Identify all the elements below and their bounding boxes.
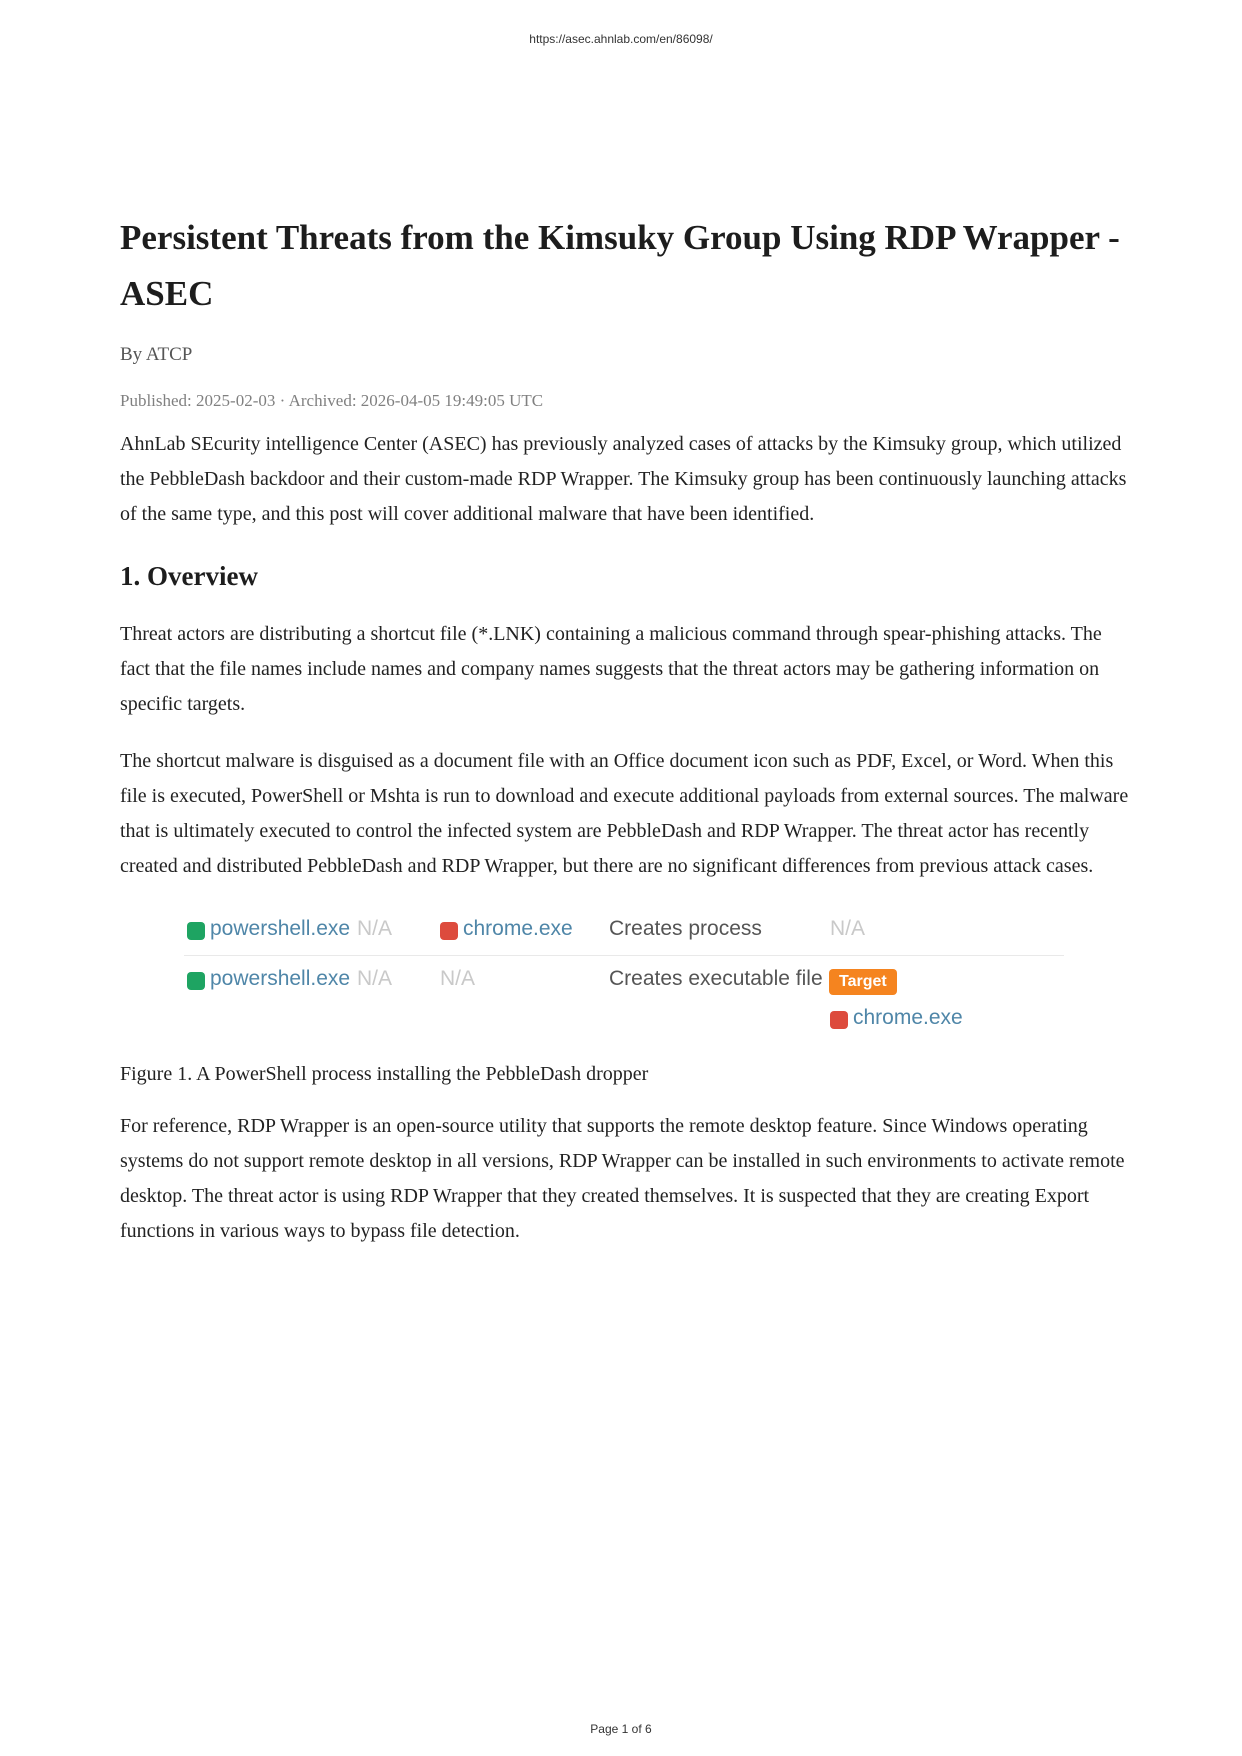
figure-row [184, 905, 1084, 955]
process-tree-figure [184, 905, 1084, 1050]
page-url: https://asec.ahnlab.com/en/86098/ [529, 32, 713, 46]
source-extra: N/A [357, 967, 393, 990]
page-number: Page 1 of 6 [590, 1722, 652, 1736]
figure-row [184, 955, 1084, 1029]
publish-meta: Published: 2025-02-03 · Archived: 2026-04-05 19:49:05 UTC [120, 391, 544, 410]
source-process: powershell.exe [210, 967, 351, 990]
section-heading-overview: 1. Overview [120, 561, 258, 591]
process-action: Creates process [609, 917, 762, 940]
process-status-icon [187, 922, 205, 940]
target-badge: Target [829, 969, 897, 995]
article-title: Persistent Threats from the Kimsuky Group Using RDP Wrapper - ASEC [120, 218, 1120, 313]
process-status-icon [187, 972, 205, 990]
process-status-icon [440, 922, 458, 940]
source-extra: N/A [357, 917, 393, 940]
result-process: chrome.exe [853, 1006, 963, 1029]
result-value: N/A [830, 917, 866, 940]
target-process: chrome.exe [463, 917, 573, 940]
process-action: Creates executable file [609, 967, 823, 990]
reference-paragraph: For reference, RDP Wrapper is an open-source utility that supports the remote desktop feature. Since Windows operating systems do not support remote desktop in all versions, RDP Wrapper can be installed in such environments to activate remote desktop. The threat actor is using RDP Wrapper that they created themselves. It is suspected that they are creating Export functions in various ways to bypass file detection. [120, 1115, 1125, 1242]
article-content [120, 210, 1130, 1249]
process-status-icon [830, 1011, 848, 1029]
overview-paragraph-1: Threat actors are distributing a shortcut file (*.LNK) containing a malicious command through spear-phishing attacks. The fact that the file names include names and company names suggests that the threat actors may be gathering information on specific targets. [120, 623, 1102, 715]
figure-caption: Figure 1. A PowerShell process installing the PebbleDash dropper [120, 1063, 649, 1085]
overview-paragraph-2: The shortcut malware is disguised as a document file with an Office document icon such as PDF, Excel, or Word. When this file is executed, PowerShell or Mshta is run to download and execute additional payloads from external sources. The malware that is ultimately executed to control the infected system are PebbleDash and RDP Wrapper. The threat actor has recently created and distributed PebbleDash and RDP Wrapper, but there are no significant differences from previous attack cases. [120, 750, 1129, 877]
source-process: powershell.exe [210, 917, 351, 940]
target-process: N/A [440, 967, 476, 990]
intro-paragraph: AhnLab SEcurity intelligence Center (ASEC) has previously analyzed cases of attacks by the Kimsuky group, which utilized the PebbleDash backdoor and their custom-made RDP Wrapper. The Kimsuky group has been continuously launching attacks of the same type, and this post will cover additional malware that have been identified. [120, 433, 1127, 525]
author-byline: By ATCP [120, 344, 193, 365]
